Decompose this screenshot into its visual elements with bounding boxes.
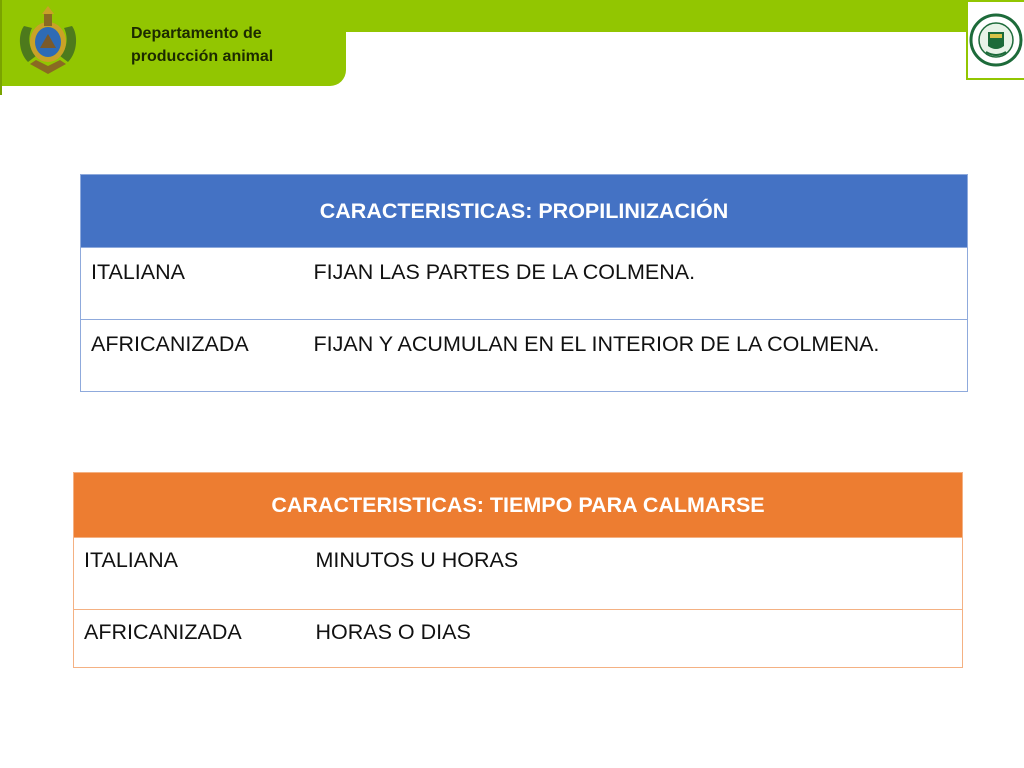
table-header: CARACTERISTICAS: TIEMPO PARA CALMARSE xyxy=(74,473,963,538)
value-cell: HORAS O DIAS xyxy=(306,610,963,668)
propolization-table xyxy=(80,174,968,392)
calming-time-table xyxy=(73,472,963,668)
header-left-edge xyxy=(0,0,2,95)
table-row xyxy=(74,610,963,668)
breed-cell: ITALIANA xyxy=(81,248,304,320)
coat-of-arms-icon xyxy=(16,4,80,76)
table-header: CARACTERISTICAS: PROPILINIZACIÓN xyxy=(81,175,968,248)
value-cell: MINUTOS U HORAS xyxy=(306,538,963,610)
department-title xyxy=(131,22,273,68)
value-cell: FIJAN LAS PARTES DE LA COLMENA. xyxy=(304,248,968,320)
breed-cell: AFRICANIZADA xyxy=(74,610,306,668)
university-seal-icon xyxy=(968,2,1024,78)
table-row xyxy=(74,538,963,610)
breed-cell: AFRICANIZADA xyxy=(81,320,304,392)
table-row xyxy=(81,320,968,392)
header-banner xyxy=(0,0,1024,95)
department-line-1: Departamento de xyxy=(131,25,262,42)
department-line-2: producción animal xyxy=(131,48,274,65)
table-row xyxy=(81,248,968,320)
value-cell: FIJAN Y ACUMULAN EN EL INTERIOR DE LA COLMENA. xyxy=(304,320,968,392)
breed-cell: ITALIANA xyxy=(74,538,306,610)
